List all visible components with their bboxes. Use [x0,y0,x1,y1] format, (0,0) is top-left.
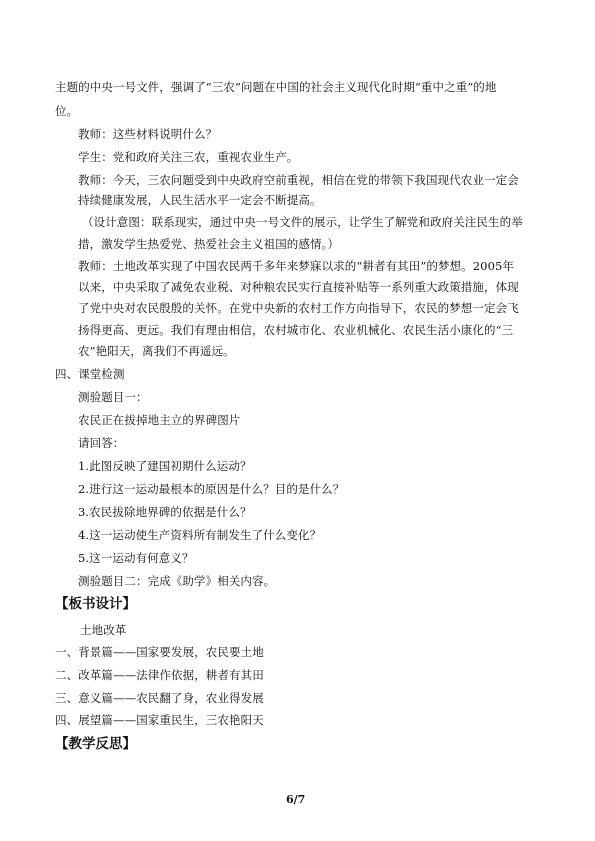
text-line: 教师：这些材料说明什么？ [78,127,218,141]
quiz-question: 2.进行这一运动最根本的原因是什么？目的是什么？ [78,482,345,496]
quiz-line: 测验题目一： [78,390,148,404]
text-line: 主题的中央一号文件，强调了“三农”问题在中国的社会主义现代化时期“重中之重”的地 [55,80,497,94]
text-line: 持续健康发展，人民生活水平一定会不断提高。 [78,193,322,207]
text-line: 以来，中央采取了减免农业税、对种粮农民实行直接补贴等一系列重大政策措施，体现 [78,280,519,294]
text-line: 教师：今天，三农问题受到中央政府空前重视，相信在党的带领下我国现代农业一定会 [78,173,519,187]
text-line: 教师：土地改革实现了中国农民两千多年来梦寐以求的“耕者有其田”的梦想。2005年 [78,259,515,273]
page-number: 6/7 [286,793,306,806]
text-line: 措，激发学生热爱党、热爱社会主义祖国的感情。） [78,237,340,251]
board-item: 二、改革篇——法律作依据，耕者有其田 [55,668,264,682]
board-item: 四、展望篇——国家重民生，三农艳阳天 [55,713,264,727]
quiz-question: 5.这一运动有何意义？ [78,551,194,565]
board-title: 土地改革 [80,623,127,637]
section-title: 四、课堂检测 [55,367,125,381]
quiz-line: 请回答： [78,436,125,450]
quiz-question: 1.此图反映了建国初期什么运动？ [78,459,252,473]
board-design-heading: 【板书设计】 [55,596,136,612]
text-line: 了党中央对农民殷殷的关怀。在党中央新的农村工作方向指导下，农民的梦想一定会飞 [78,301,519,315]
quiz-line: 测验题目二：完成《助学》相关内容。 [78,574,276,588]
board-item: 三、意义篇——农民翻了身，农业得发展 [55,691,264,705]
text-line: （设计意图：联系现实，通过中央一号文件的展示，让学生了解党和政府关注民生的举 [82,215,523,229]
text-line: 农”艳阳天，离我们不再遥远。 [78,344,235,358]
quiz-question: 3.农民拔除地界碑的依据是什么？ [78,505,252,519]
text-line: 学生：党和政府关注三农，重视农业生产。 [78,150,299,164]
board-item: 一、背景篇——国家要发展，农民要土地 [55,645,264,659]
text-line: 扬得更高、更远。我们有理由相信，农村城市化、农业机械化、农民生活小康化的“三 [78,323,514,337]
text-line: 位。 [55,104,79,118]
quiz-line: 农民正在拔掉地主立的界碑图片 [78,413,241,427]
reflection-heading: 【教学反思】 [55,736,136,752]
quiz-question: 4.这一运动使生产资料所有制发生了什么变化？ [78,528,322,542]
